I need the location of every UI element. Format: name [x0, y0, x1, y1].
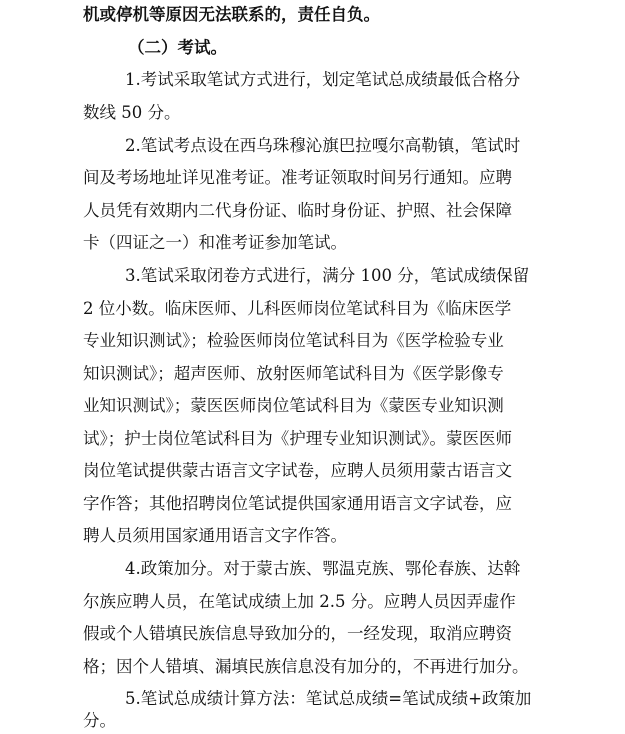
text-line: 2 位小数。临床医师、儿科医师岗位笔试科目为《临床医学	[83, 299, 512, 318]
text-line: 尔族应聘人员，在笔试成绩上加 2.5 分。应聘人员因弄虚作	[83, 592, 516, 611]
text-line: 岗位笔试提供蒙古语言文字试卷，应聘人员须用蒙古语言文	[83, 461, 512, 480]
text-line: 格；因个人错填、漏填民族信息没有加分的，不再进行加分。	[83, 657, 529, 676]
text-line: 2.笔试考点设在西乌珠穆沁旗巴拉嘎尔高勒镇，笔试时	[125, 136, 521, 155]
text-line: 人员凭有效期内二代身份证、临时身份证、护照、社会保障	[83, 201, 512, 220]
text-line: 5.笔试总成绩计算方法：笔试总成绩=笔试成绩+政策加	[125, 689, 532, 708]
text-line: 假或个人错填民族信息导致加分的，一经发现，取消应聘资	[83, 624, 512, 643]
text-line: 数线 50 分。	[83, 103, 181, 122]
section-heading: （二）考试。	[128, 38, 227, 57]
text-line: 间及考场地址详见准考证。准考证领取时间另行通知。应聘	[83, 168, 512, 187]
text-line: 机或停机等原因无法联系的，责任自负。	[83, 5, 380, 24]
text-line: 聘人员须用国家通用语言文字作答。	[83, 526, 347, 545]
text-line: 知识测试》；超声医师、放射医师笔试科目为《医学影像专	[83, 364, 504, 383]
text-line: 分。	[83, 711, 116, 730]
text-line: 试》；护士岗位笔试科目为《护理专业知识测试》。蒙医医师	[83, 429, 512, 448]
text-line: 1.考试采取笔试方式进行，划定笔试总成绩最低合格分	[125, 70, 521, 89]
text-line: 字作答；其他招聘岗位笔试提供国家通用语言文字试卷，应	[83, 494, 512, 513]
text-line: 3.笔试采取闭卷方式进行，满分 100 分，笔试成绩保留	[125, 266, 530, 285]
text-line: 卡（四证之一）和准考证参加笔试。	[83, 233, 347, 252]
text-line: 专业知识测试》；检验医师岗位笔试科目为《医学检验专业	[83, 331, 504, 350]
text-line: 业知识测试》；蒙医医师岗位笔试科目为《蒙医专业知识测	[83, 396, 504, 415]
text-line: 4.政策加分。对于蒙古族、鄂温克族、鄂伦春族、达斡	[125, 559, 521, 578]
